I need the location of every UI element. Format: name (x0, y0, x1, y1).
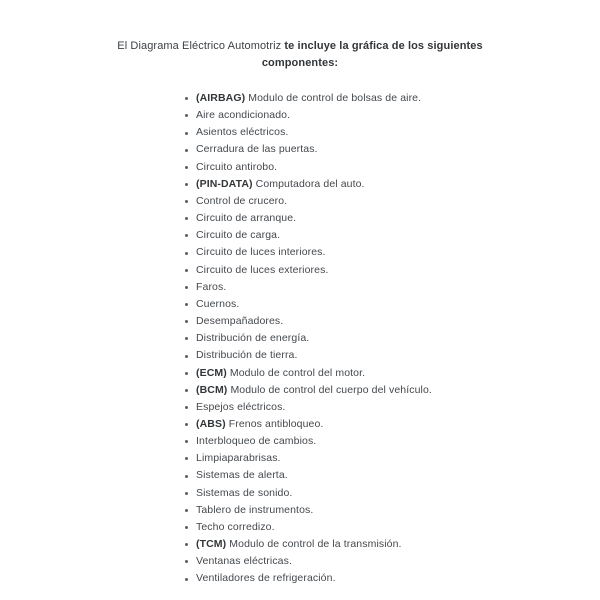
component-text: Espejos eléctricos. (196, 400, 286, 413)
list-item (196, 296, 432, 313)
list-item (196, 210, 432, 227)
list-item (196, 450, 432, 467)
component-text: Modulo de control del cuerpo del vehículo. (230, 383, 432, 396)
list-item (196, 382, 432, 399)
component-text: Circuito de luces interiores. (196, 246, 326, 259)
component-text: Asientos eléctricos. (196, 126, 289, 139)
component-text: Cerradura de las puertas. (196, 143, 318, 156)
list-item (196, 262, 432, 279)
component-text: Frenos antibloqueo. (228, 417, 324, 430)
component-text: Circuito antirobo. (196, 160, 278, 173)
list-item (196, 244, 432, 261)
component-text: Interbloqueo de cambios. (196, 435, 317, 448)
component-text: Modulo de control de la transmisión. (229, 538, 402, 551)
component-text: Aire acondicionado. (196, 109, 291, 122)
component-list (196, 90, 432, 588)
page-title-bold-line2: componentes: (261, 57, 339, 69)
component-text: Sistemas de sonido. (196, 486, 293, 499)
list-item (196, 467, 432, 484)
component-text: Limpiaparabrisas. (196, 452, 281, 465)
list-item (196, 159, 432, 176)
list-item (196, 485, 432, 502)
list-item (196, 279, 432, 296)
list-item (196, 141, 432, 158)
component-text: Ventiladores de refrigeración. (196, 572, 336, 585)
component-code: (PIN-DATA) (196, 177, 253, 190)
list-item (196, 502, 432, 519)
component-text: Circuito de carga. (196, 229, 281, 242)
component-text: Computadora del auto. (255, 177, 365, 190)
component-text: Techo corredizo. (196, 520, 275, 533)
list-item (196, 519, 432, 536)
component-text: Modulo de control del motor. (229, 366, 366, 379)
page-title-bold-line1: te incluye la gráfica de los siguientes (284, 40, 483, 52)
list-item (196, 553, 432, 570)
component-text: Circuito de arranque. (196, 212, 297, 225)
list-item (196, 433, 432, 450)
list-item (196, 347, 432, 364)
list-item (196, 399, 432, 416)
list-item (196, 176, 432, 193)
list-item (196, 193, 432, 210)
component-code: (AIRBAG) (196, 92, 246, 104)
list-item (196, 570, 432, 587)
list-item (196, 124, 432, 141)
list-item (196, 536, 432, 553)
component-text: Distribución de energía. (196, 332, 310, 345)
list-item (196, 330, 432, 347)
list-item (196, 313, 432, 330)
component-text: Desempañadores. (196, 315, 284, 328)
component-text: Circuito de luces exteriores. (196, 263, 329, 276)
component-code: (TCM) (196, 538, 227, 551)
page-title (0, 38, 600, 72)
page-title-regular: El Diagrama Eléctrico Automotriz (117, 40, 282, 52)
component-text: Faros. (196, 280, 227, 293)
list-item (196, 416, 432, 433)
component-text: Distribución de tierra. (196, 349, 298, 362)
list-item (196, 107, 432, 124)
component-text: Sistemas de alerta. (196, 469, 288, 482)
component-code: (BCM) (196, 383, 228, 396)
component-text: Ventanas eléctricas. (196, 555, 292, 568)
list-item (196, 365, 432, 382)
component-text: Tablero de instrumentos. (196, 503, 314, 516)
component-text: Cuernos. (196, 297, 240, 310)
component-text: Modulo de control de bolsas de aire. (248, 92, 422, 104)
component-code: (ABS) (196, 417, 226, 430)
component-text: Control de crucero. (196, 194, 288, 207)
component-code: (ECM) (196, 366, 227, 379)
list-item (196, 90, 432, 107)
list-item (196, 227, 432, 244)
